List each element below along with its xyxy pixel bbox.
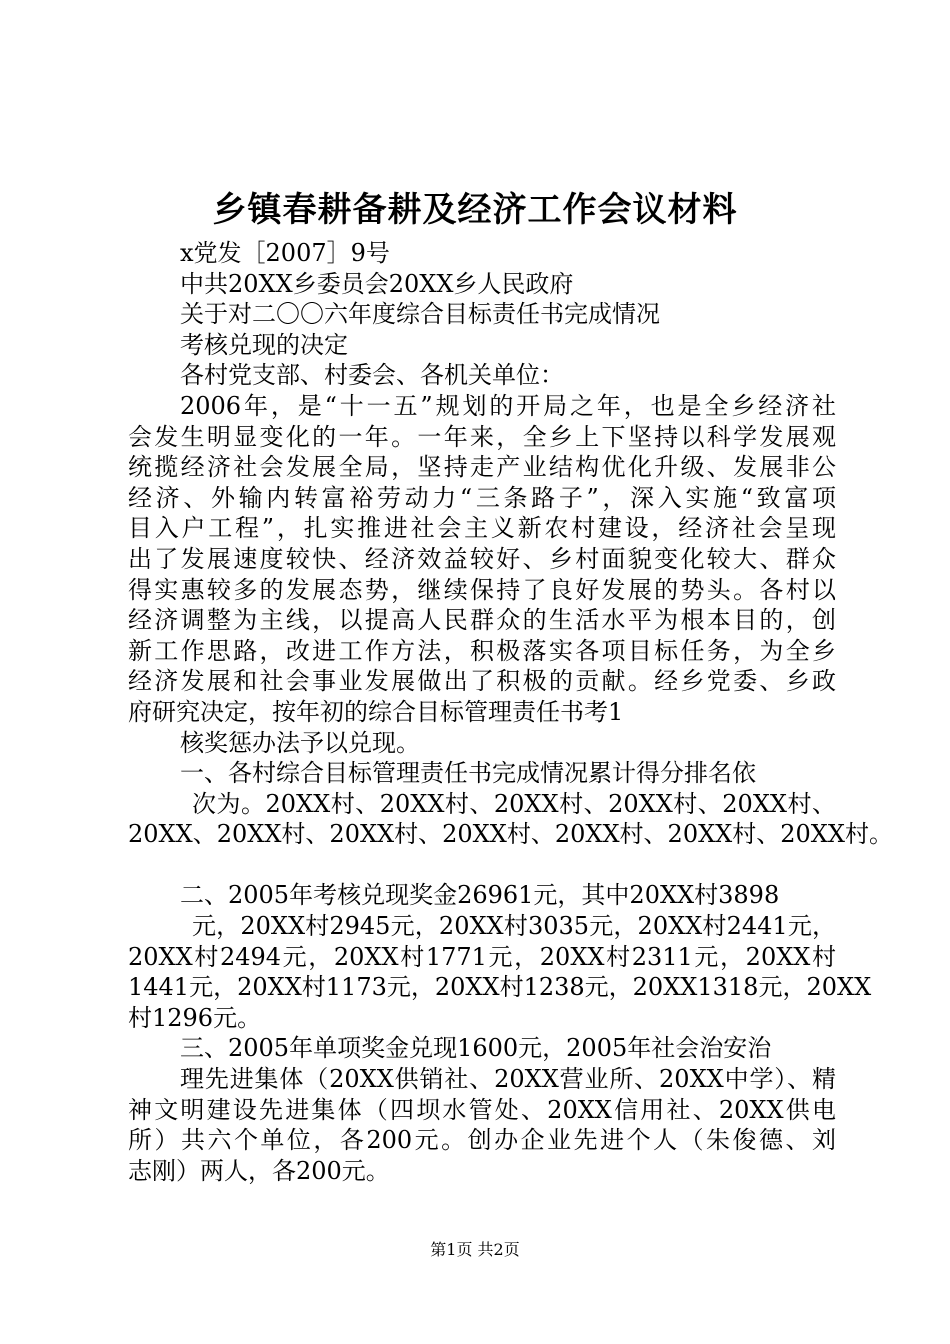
intro-line: 出了发展速度较快、经济效益较好、乡村面貌变化较大、群众 [128,544,836,573]
intro-line: 经济调整为主线，以提高人民群众的生活水平为根本目的，创 [128,606,836,635]
section1-line: 20XX、20XX村、20XX村、20XX村、20XX村、20XX村、20XX村。 [128,820,893,849]
intro-line: 2006年，是“十一五”规划的开局之年，也是全乡经济社 [180,391,836,420]
section2-line: 1441元，20XX村1173元，20XX村1238元，20XX1318元，20XX [128,973,872,1002]
intro-line: 新工作思路，改进工作方法，积极落实各项目标任务，为全乡 [128,636,836,665]
page-footer: 第1页 共2页 [430,1240,520,1259]
intro-line: 经济、外输内转富裕劳动力“三条路子”，深入实施“致富项 [128,483,836,512]
section2-line: 20XX村2494元，20XX村1771元，20XX村2311元，20XX村 [128,942,836,971]
document-title: 乡镇春耕备耕及经济工作会议材料 [212,190,738,230]
section2-line: 元，20XX村2945元，20XX村3035元，20XX村2441元， [192,912,836,941]
blank-line [128,850,836,881]
intro-line: 目入户工程”，扎实推进社会主义新农村建设，经济社会呈现 [128,514,836,543]
intro-line: 核奖惩办法予以兑现。 [180,728,420,757]
subject-line-2: 考核兑现的决定 [180,330,348,359]
intro-line: 得实惠较多的发展态势，继续保持了良好发展的势头。各村以 [128,575,836,604]
section3-line: 志刚）两人，各200元。 [128,1156,390,1185]
intro-line: 统揽经济社会发展全局，坚持走产业结构优化升级、发展非公 [128,453,836,482]
section1-line: 一、各村综合目标管理责任书完成情况累计得分排名依 [180,759,756,788]
addressee: 各村党支部、村委会、各机关单位： [180,361,564,390]
section3-line: 理先进集体（20XX供销社、20XX营业所、20XX中学）、精 [180,1065,836,1094]
section3-line: 所）共六个单位，各200元。创办企业先进个人（朱俊德、刘 [128,1126,836,1155]
document-body [128,238,893,1186]
intro-line: 经济发展和社会事业发展做出了积极的贡献。经乡党委、乡政 [128,667,836,696]
section3-line: 神文明建设先进集体（四坝水管处、20XX信用社、20XX供电 [128,1095,836,1124]
intro-line: 府研究决定，按年初的综合目标管理责任书考1 [128,697,624,726]
section3-line: 三、2005年单项奖金兑现1600元，2005年社会治安治 [180,1034,772,1063]
section1-line: 次为。20XX村、20XX村、20XX村、20XX村、20XX村、 [192,789,836,818]
section2-line: 二、2005年考核兑现奖金26961元，其中20XX村3898 [180,881,780,910]
subject-line-1: 关于对二〇〇六年度综合目标责任书完成情况 [180,300,660,329]
section2-line: 村1296元。 [128,1003,262,1032]
intro-line: 会发生明显变化的一年。一年来，全乡上下坚持以科学发展观 [128,422,836,451]
doc-number: x党发［2007］9号 [180,239,390,267]
issuer: 中共20XX乡委员会20XX乡人民政府 [180,269,574,298]
